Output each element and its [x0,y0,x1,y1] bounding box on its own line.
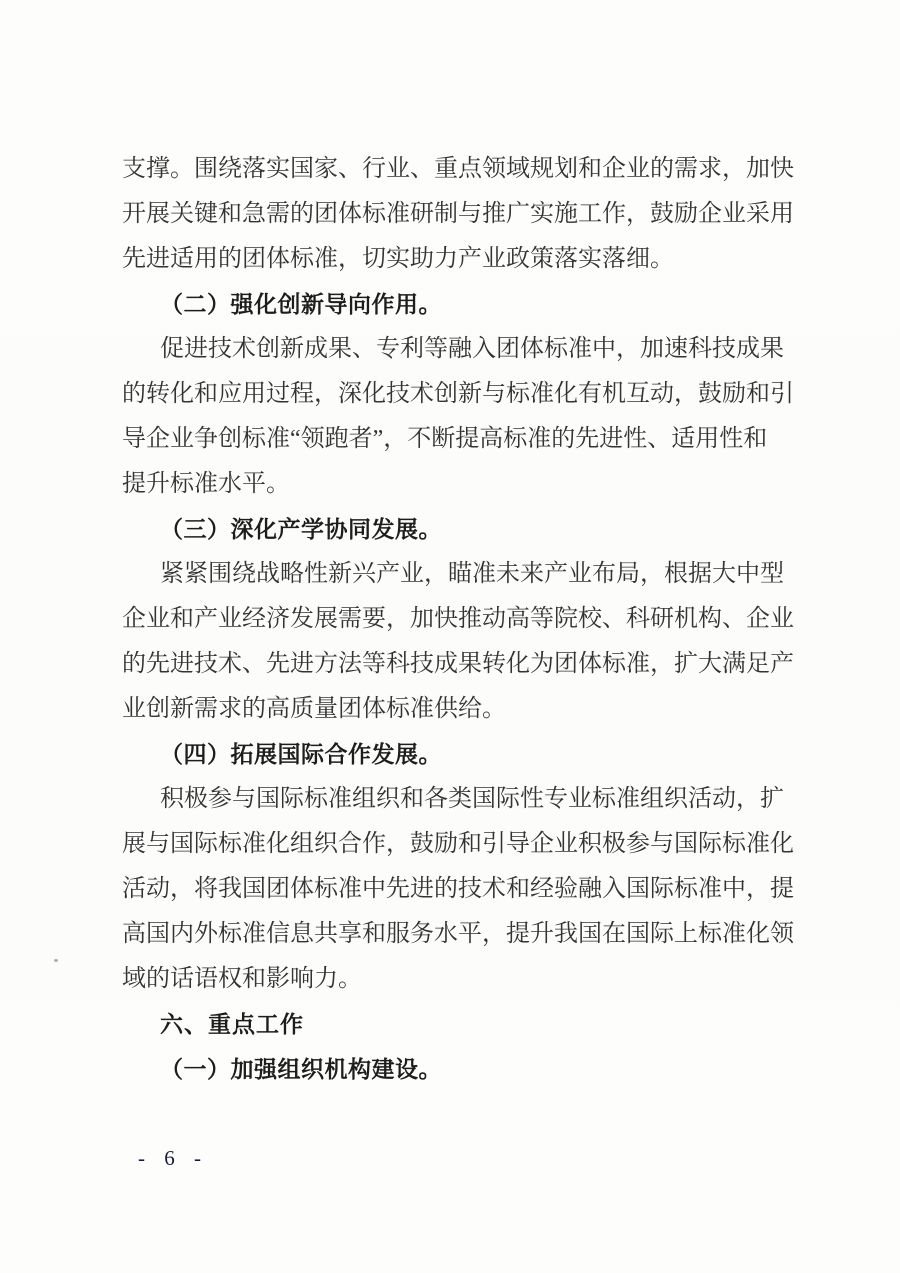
page-number: - 6 - [138,1146,208,1170]
subsection-heading: （二）强化创新导向作用。 [160,292,442,317]
body-line: 高国内外标准信息共享和服务水平，提升我国在国际上标准化领 [122,921,794,947]
document-body [122,147,802,1092]
body-line: 支撑。围绕落实国家、行业、重点领域规划和企业的需求，加快 [122,156,794,182]
body-line: 提升标准水平。 [122,471,290,497]
subsection-heading: （三）深化产学协同发展。 [160,517,442,542]
body-line: 的转化和应用过程，深化技术创新与标准化有机互动，鼓励和引 [122,381,794,407]
body-line: 先进适用的团体标准，切实助力产业政策落实落细。 [122,246,674,272]
body-line: 促进技术创新成果、专利等融入团体标准中，加速科技成果 [160,336,784,362]
body-line: 企业和产业经济发展需要，加快推动高等院校、科研机构、企业 [122,606,794,632]
scan-artifact-dot [54,959,58,962]
body-line: 导企业争创标准“领跑者”，不断提高标准的先进性、适用性和 [122,426,768,452]
body-line: 活动，将我国团体标准中先进的技术和经验融入国际标准中，提 [122,876,794,902]
body-line: 展与国际标准化组织合作，鼓励和引导企业积极参与国际标准化 [122,831,794,857]
body-line: 紧紧围绕战略性新兴产业，瞄准未来产业布局，根据大中型 [160,561,784,587]
body-line: 积极参与国际标准组织和各类国际性专业标准组织活动，扩 [160,786,784,812]
body-line: 的先进技术、先进方法等科技成果转化为团体标准，扩大满足产 [122,651,794,677]
section-heading: 六、重点工作 [160,1012,304,1037]
body-line: 域的话语权和影响力。 [122,966,362,992]
body-line: 开展关键和急需的团体标准研制与推广实施工作，鼓励企业采用 [122,201,794,227]
subsection-heading: （一）加强组织机构建设。 [160,1057,442,1082]
subsection-heading: （四）拓展国际合作发展。 [160,742,442,767]
body-line: 业创新需求的高质量团体标准供给。 [122,696,506,722]
